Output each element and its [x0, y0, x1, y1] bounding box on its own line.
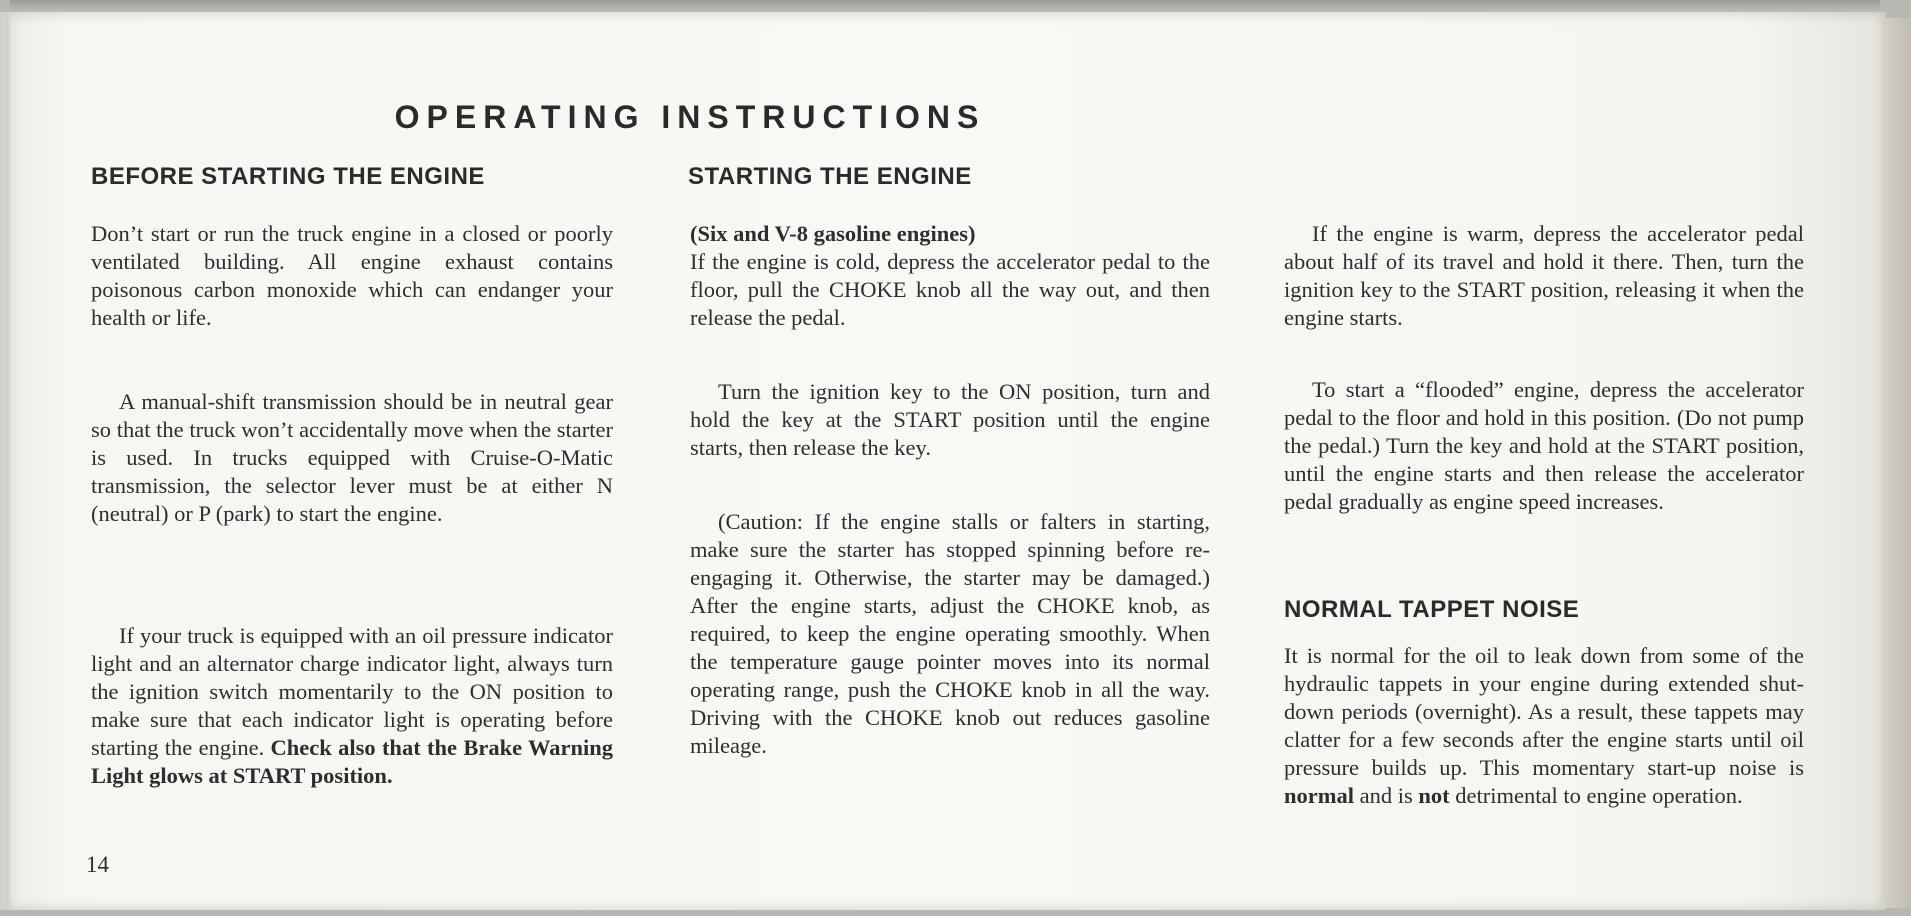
- para-tappet-noise: [1284, 642, 1804, 810]
- heading-tappet-noise: NORMAL TAPPET NOISE: [1284, 596, 1580, 623]
- para-ignition-key: [690, 378, 1210, 462]
- para-tappet-noise-text-b: and is: [1359, 783, 1413, 808]
- para-cold-engine-text: If the engine is cold, depress the accelerator pedal to the floor, pull the CHOKE knob all the way out, and then release the pedal.: [690, 249, 1210, 330]
- emphasis-not: not: [1418, 783, 1450, 808]
- para-tappet-noise-text: It is normal for the oil to leak down from some of the hydraulic tappets in your engine during extended shut-down periods (overnight). As a result, these tappets may clatter for a few seconds after the engine starts until oil pressure builds up. This momentary start-up noise is: [1284, 643, 1804, 780]
- para-flooded-engine: [1284, 376, 1804, 516]
- page-left-edge: [0, 12, 10, 910]
- heading-starting-engine: STARTING THE ENGINE: [688, 163, 972, 190]
- page-title: OPERATING INSTRUCTIONS: [394, 99, 986, 136]
- para-warm-engine: [1284, 220, 1804, 332]
- heading-before-starting: BEFORE STARTING THE ENGINE: [91, 163, 485, 190]
- para-indicator-lights: [91, 622, 613, 790]
- para-ventilation-text: Don’t start or run the truck engine in a closed or poorly ventilated building. All engine exhaust contains poisonous carbon monoxide which can endanger your health or life.: [91, 221, 613, 330]
- subheading-engine-types: (Six and V-8 gasoline engines): [690, 221, 976, 246]
- para-ventilation: [91, 220, 613, 332]
- para-flooded-engine-text: To start a “flooded” engine, depress the accelerator pedal to the floor and hold in this position. (Do not pump the pedal.) Turn the key and hold at the START position, until the engine starts and then release the accelerator pedal gradually as engine speed increases.: [1284, 377, 1804, 514]
- page-right-edge: [1881, 18, 1911, 908]
- para-tappet-noise-text-c: detrimental to engine operation.: [1455, 783, 1743, 808]
- para-warm-engine-text: If the engine is warm, depress the accelerator pedal about half of its travel and hold it there. Then, turn the ignition key to the START position, releasing it when the engine starts.: [1284, 221, 1804, 330]
- para-caution-choke: [690, 508, 1210, 760]
- para-manual-shift-text: A manual-shift transmission should be in neutral gear so that the truck won’t accidentally move when the starter is used. In trucks equipped with Cruise-O-Matic transmission, the selector lever must be at either N (neutral) or P (park) to start the engine.: [91, 389, 613, 526]
- emphasis-normal: normal: [1284, 783, 1354, 808]
- page-number: 14: [86, 852, 109, 877]
- para-manual-shift: [91, 388, 613, 528]
- para-caution-choke-text: (Caution: If the engine stalls or falters in starting, make sure the starter has stopped spinning before re-engaging it. Otherwise, the starter may be damaged.) After the engine starts, adjust the CHOKE knob, as required, to keep the engine operating smoothly. When the temperature gauge pointer moves into its normal operating range, push the CHOKE knob in all the way. Driving with the CHOKE knob out reduces gasoline mileage.: [690, 509, 1210, 758]
- para-indicator-lights-text: If your truck is equipped with an oil pressure indicator light and an alternator charge indicator light, always turn the ignition switch momentarily to the ON position to make sure that each indicator light is operating before starting the engine.: [91, 623, 613, 760]
- para-ignition-key-text: Turn the ignition key to the ON position, turn and hold the key at the START position until the engine starts, then release the key.: [690, 379, 1210, 460]
- brake-warning-note: Check also that the Brake Warning Light glows at START position.: [91, 735, 614, 788]
- para-cold-engine: [690, 248, 1210, 332]
